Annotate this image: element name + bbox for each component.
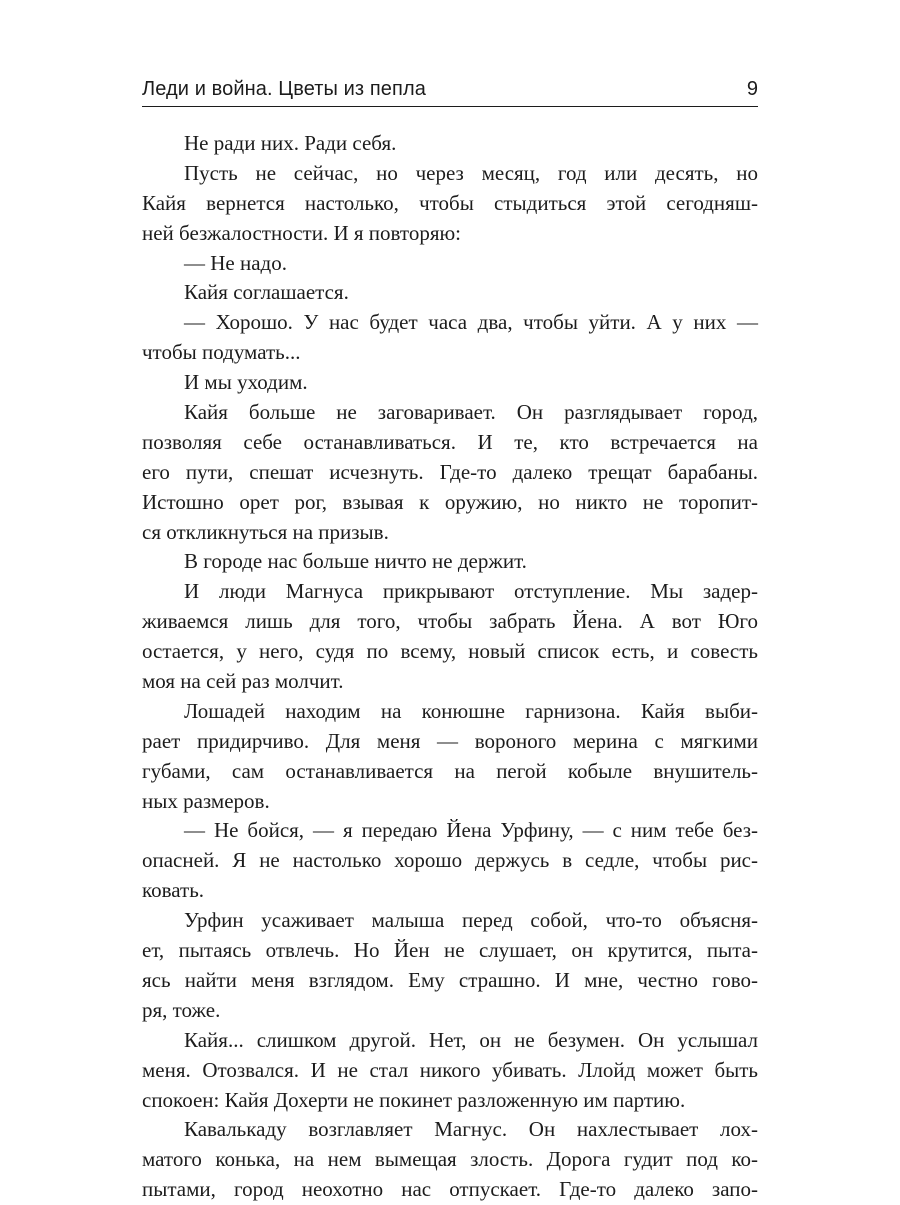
text-line: Кайя больше не заговаривает. Он разглядывает город, [184, 400, 758, 425]
running-header [142, 76, 758, 102]
text-line: ней безжалостности. И я повторяю: [142, 220, 461, 245]
text-line: ся откликнуться на призыв. [142, 519, 389, 544]
text-line: ясь найти меня взглядом. Ему страшно. И мне, честно гово- [142, 967, 758, 992]
text-line: Урфин усаживает малыша перед собой, что-то объясня- [184, 908, 758, 933]
text-line: ковать. [142, 878, 205, 903]
text-line: — Не надо. [184, 250, 287, 275]
text-line: Кайя соглашается. [184, 280, 349, 305]
text-line: матого конька, на нем вымещая злость. Дорога гудит под ко- [142, 1147, 758, 1172]
text-line: чтобы подумать... [142, 340, 301, 365]
text-line: ря, тоже. [142, 997, 221, 1022]
text-line: пытами, город неохотно нас отпускает. Где-то далеко запо- [142, 1177, 758, 1202]
text-line: меня. Отозвался. И не стал никого убивать. Ллойд может быть [142, 1057, 758, 1082]
text-line: спокоен: Кайя Дохерти не покинет разложенную им партию. [142, 1087, 686, 1112]
text-line: живаемся лишь для того, чтобы забрать Йена. А вот Юго [142, 609, 758, 634]
text-line: моя на сей раз молчит. [142, 669, 344, 694]
body-text [142, 129, 758, 1205]
text-line: И люди Магнуса прикрывают отступление. Мы задер- [184, 579, 758, 604]
text-line: — Хорошо. У нас будет часа два, чтобы уйти. А у них — [184, 310, 758, 335]
text-line: Кавалькаду возглавляет Магнус. Он нахлестывает лох- [184, 1117, 758, 1142]
text-line: Кайя... слишком другой. Нет, он не безумен. Он услышал [184, 1027, 758, 1052]
text-line: рает придирчиво. Для меня — вороного мерина с мягкими [142, 728, 758, 753]
text-line: Пусть не сейчас, но через месяц, год или десять, но [184, 160, 758, 185]
running-title: Леди и война. Цветы из пепла [142, 78, 426, 100]
header-rule [142, 106, 758, 107]
text-line: В городе нас больше ничто не держит. [184, 549, 527, 574]
text-line: его пути, спешат исчезнуть. Где-то далеко трещат барабаны. [142, 459, 758, 484]
text-line: остается, у него, судя по всему, новый список есть, и совесть [142, 639, 758, 664]
text-line: — Не бойся, — я передаю Йена Урфину, — с ним тебе без- [184, 818, 758, 843]
text-line: И мы уходим. [184, 370, 308, 395]
text-line: позволяя себе останавливаться. И те, кто встречается на [142, 429, 758, 454]
text-line: губами, сам останавливается на пегой кобыле внушитель- [142, 758, 758, 783]
text-line: опасней. Я не настолько хорошо держусь в седле, чтобы рис- [142, 848, 758, 873]
text-line: ет, пытаясь отвлечь. Но Йен не слушает, он крутится, пыта- [142, 938, 758, 963]
text-line: Кайя вернется настолько, чтобы стыдиться этой сегодняш- [142, 190, 758, 215]
text-line: Лошадей находим на конюшне гарнизона. Кайя выби- [184, 698, 758, 723]
text-line: Истошно орет рог, взывая к оружию, но никто не торопит- [142, 489, 758, 514]
text-line: Не ради них. Ради себя. [184, 131, 397, 155]
page-number: 9 [746, 78, 758, 100]
text-line: ных размеров. [142, 788, 270, 813]
